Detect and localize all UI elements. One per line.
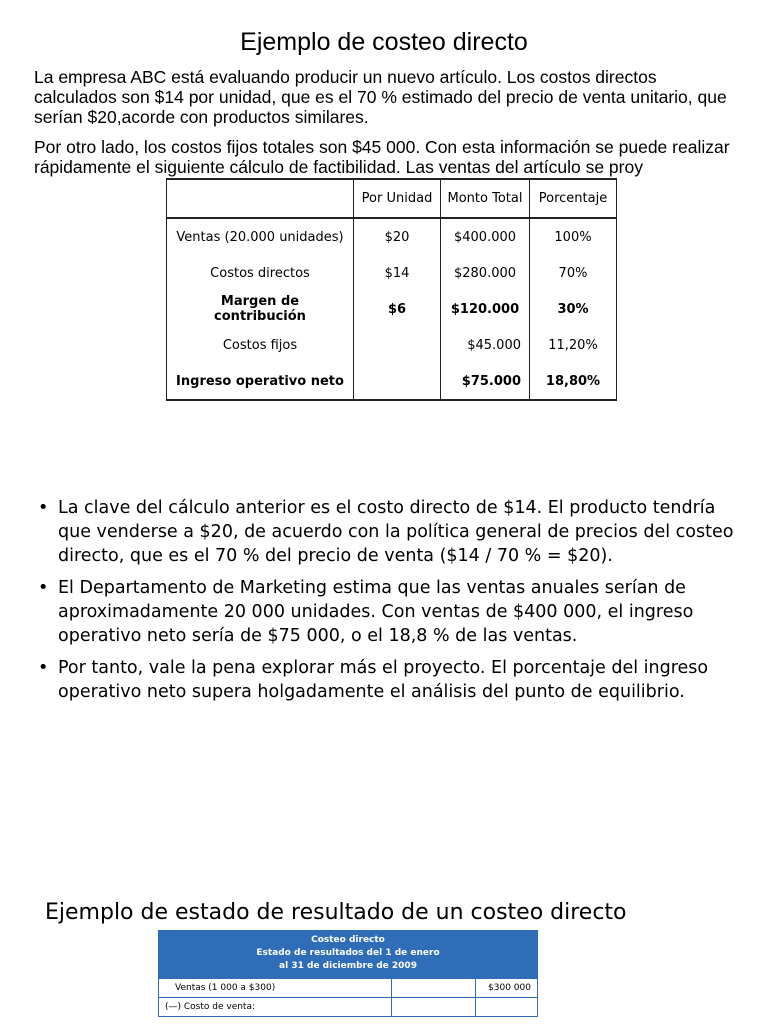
bullet-icon: • — [38, 578, 49, 598]
table-cell: 70% — [530, 255, 617, 291]
table-cell: Ingreso operativo neto — [167, 363, 354, 400]
table-row — [159, 998, 538, 1017]
table-cell: 11,20% — [530, 327, 617, 363]
bullet-list — [38, 496, 738, 712]
page-title: Ejemplo de costeo directo — [240, 28, 528, 56]
table-cell: $75.000 — [441, 363, 530, 400]
table-cell — [392, 998, 475, 1017]
income-statement-body — [158, 978, 538, 1017]
income-statement-header-line: Costeo directo — [311, 935, 385, 945]
intro-paragraph: La empresa ABC está evaluando producir un nuevo artículo. Los costos directos calculados son $14 por unidad, que es el 70 % estimado del precio de venta unitario, que serían $20,acorde con productos similares. — [34, 67, 727, 127]
income-statement-header-line: Estado de resultados del 1 de enero — [256, 948, 440, 958]
list-item-text: El Departamento de Marketing estima que las ventas anuales serían de aproximadamente 20 000 unidades. Con ventas de $400 000, el ingreso operativo neto sería de $75 000, o el 18,8 % de las ventas. — [58, 578, 694, 646]
bullet-icon: • — [38, 498, 49, 518]
table-cell — [392, 979, 475, 998]
table-cell: $45.000 — [441, 327, 530, 363]
table-header-cell: Por Unidad — [354, 179, 441, 218]
table-cell: Margen de contribución — [167, 291, 354, 327]
income-statement-table — [158, 930, 538, 1017]
table-cell: $120.000 — [441, 291, 530, 327]
feasibility-table — [166, 178, 617, 401]
list-item — [38, 656, 738, 704]
list-item — [38, 576, 738, 648]
table-row — [167, 363, 617, 400]
table-header-cell: Porcentaje — [530, 179, 617, 218]
table-row — [167, 218, 617, 255]
table-cell: Ventas (1 000 a $300) — [159, 979, 392, 998]
table-cell: 30% — [530, 291, 617, 327]
table-cell — [354, 327, 441, 363]
table-cell: 18,80% — [530, 363, 617, 400]
income-statement-header-line: al 31 de diciembre de 2009 — [279, 961, 417, 971]
list-item — [38, 496, 738, 568]
table-row — [159, 979, 538, 998]
table-cell: Costos directos — [167, 255, 354, 291]
section-title: Ejemplo de estado de resultado de un costeo directo — [45, 900, 627, 925]
table-cell: 100% — [530, 218, 617, 255]
table-row — [167, 291, 617, 327]
list-item-text: La clave del cálculo anterior es el costo directo de $14. El producto tendría que venderse a $20, de acuerdo con la política general de precios del costeo directo, que es el 70 % del precio de venta ($14 / 70 % = $20). — [58, 498, 734, 566]
income-statement-header — [158, 930, 538, 978]
table-row — [167, 327, 617, 363]
table-cell: Ventas (20.000 unidades) — [167, 218, 354, 255]
bullet-icon: • — [38, 658, 49, 678]
table-cell — [475, 998, 537, 1017]
table-cell — [354, 363, 441, 400]
table-cell: $300 000 — [475, 979, 537, 998]
fixed-costs-paragraph: Por otro lado, los costos fijos totales son $45 000. Con esta información se puede realizar rápidamente el siguiente cálculo de factibilidad. Las ventas del artículo se proy — [34, 137, 730, 177]
table-row — [167, 255, 617, 291]
table-cell: Costos fijos — [167, 327, 354, 363]
table-cell: (—) Costo de venta: — [159, 998, 392, 1017]
table-cell: $280.000 — [441, 255, 530, 291]
table-cell: $6 — [354, 291, 441, 327]
list-item-text: Por tanto, vale la pena explorar más el proyecto. El porcentaje del ingreso operativo neto supera holgadamente el análisis del punto de equilibrio. — [58, 658, 709, 702]
table-cell: $20 — [354, 218, 441, 255]
table-header-row — [167, 179, 617, 218]
table-header-cell — [167, 179, 354, 218]
table-cell: $400.000 — [441, 218, 530, 255]
table-header-cell: Monto Total — [441, 179, 530, 218]
table-cell: $14 — [354, 255, 441, 291]
